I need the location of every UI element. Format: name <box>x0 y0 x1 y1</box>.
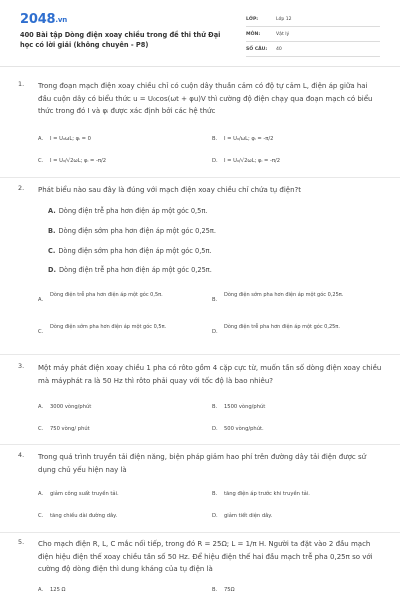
option-letter: A. <box>38 587 44 593</box>
question-number: 3. <box>18 362 25 370</box>
option-text: Dòng điện sớm pha hơn điện áp một góc 0,25π. <box>58 227 216 235</box>
answer-option[interactable] <box>38 157 106 165</box>
answer-option[interactable] <box>212 490 310 498</box>
option-text: Dòng điện sớm pha hơn điện áp một góc 0,5π. <box>50 324 167 330</box>
question-text: Một máy phát điện xoay chiều 1 pha có rôto gồm 4 cặp cực từ, muốn tần số dòng điện xoay chiều mà máyphát ra là 50 Hz thì rôto phải quay với tốc độ là bao nhiêu? <box>38 364 382 385</box>
option-letter: B. <box>212 404 218 410</box>
meta-label: SỐ CÂU: <box>246 46 268 52</box>
option-text: Dòng điện trễ pha hơn điện áp một góc 0,25π. <box>224 324 340 330</box>
logo-text: 2048 <box>20 12 56 27</box>
question-number: 1. <box>18 80 25 88</box>
answer-option[interactable] <box>38 512 117 520</box>
option-text: I = U₀ωL; φᵢ = 0 <box>50 136 91 142</box>
meta-label: MÔN: <box>246 31 261 37</box>
option-letter: A. <box>38 136 44 142</box>
option-text: giảm tiết diện dây. <box>224 513 273 519</box>
option-letter: B. <box>212 297 218 303</box>
option-text: 500 vòng/phút. <box>224 426 264 432</box>
option-letter: B. <box>212 136 218 142</box>
meta-value: Lớp 12 <box>276 16 292 22</box>
logo-suffix: .vn <box>55 16 67 24</box>
option-letter: B. <box>212 587 218 593</box>
answer-option[interactable] <box>38 586 66 594</box>
option-text: Dòng điện trễ pha hơn điện áp một góc 0,5π. <box>58 207 208 215</box>
option-letter: B. <box>48 227 56 235</box>
option-letter: C. <box>38 426 44 432</box>
option-letter: D. <box>212 513 218 519</box>
option-text: 125 Ω <box>50 587 66 593</box>
option-text: 1500 vòng/phút <box>224 404 266 410</box>
question-text: Cho mạch điện R, L, C mắc nối tiếp, trong đó R = 25Ω; L = 1/π H. Người ta đặt vào 2 đầu mạch điện hiệu điện thế xoay chiều tần số 50 Hz. Để hiệu điện thế hai đầu mạch trễ pha 0,25π so với cường độ dòng điện thì dung kháng của tụ điện là <box>38 540 373 573</box>
option-letter: D. <box>212 329 218 335</box>
answer-option[interactable] <box>38 425 90 433</box>
header-divider <box>0 66 400 67</box>
answer-option[interactable] <box>212 586 235 594</box>
meta-row-subject <box>246 27 380 42</box>
meta-value: Vật lý <box>276 31 290 37</box>
option-letter: A. <box>48 207 56 215</box>
answer-option[interactable] <box>212 323 377 345</box>
option-letter: C. <box>38 158 44 164</box>
option-text: Dòng điện sớm pha hơn điện áp một góc 0,25π. <box>224 292 344 298</box>
option-letter: B. <box>212 491 218 497</box>
document-header <box>20 12 380 56</box>
answer-option-full[interactable] <box>48 247 212 255</box>
option-text: Dòng điện sớm pha hơn điện áp một góc 0,5π. <box>58 247 212 255</box>
option-text: I = U₀/√2ωL; φᵢ = -π/2 <box>50 158 107 164</box>
option-letter: D. <box>212 426 218 432</box>
option-text: tăng chiều dài đường dây. <box>50 513 118 519</box>
option-text: tăng điện áp trước khi truyền tải. <box>224 491 310 497</box>
answer-option[interactable] <box>212 291 377 313</box>
option-letter: A. <box>38 297 44 303</box>
option-text: 3000 vòng/phút <box>50 404 92 410</box>
answer-option[interactable] <box>212 403 265 411</box>
option-text: giảm công suất truyền tải. <box>50 491 119 497</box>
question-text: Trong đoạn mạch điện xoay chiều chỉ có cuộn dây thuần cảm có độ tự cảm L, điện áp giữa hai đầu cuộn dây có biểu thức u = U₀cos(ωt + φu)V thì cường độ điện chạy qua đoạn mạch có biểu thức trong đó I và φᵢ được xác định bởi các hệ thức <box>38 82 373 115</box>
question-divider <box>0 177 400 178</box>
option-letter: C. <box>48 247 56 255</box>
question-divider <box>0 354 400 355</box>
answer-option[interactable] <box>212 425 264 433</box>
answer-option-full[interactable] <box>48 207 207 215</box>
answer-option[interactable] <box>212 512 272 520</box>
option-letter: D. <box>48 266 56 274</box>
question-number: 4. <box>18 451 25 459</box>
answer-option[interactable] <box>38 323 198 345</box>
answer-option[interactable] <box>212 135 273 143</box>
option-text: I = U₀/ωL; φᵢ = -π/2 <box>224 136 274 142</box>
answer-option[interactable] <box>38 291 198 313</box>
option-letter: C. <box>38 329 44 335</box>
answer-option[interactable] <box>38 403 91 411</box>
question-divider <box>0 532 400 533</box>
document-title: 400 Bài tập Dòng điện xoay chiều trong đề thi thử Đại học có lời giải (không chuyên - P8) <box>20 31 221 49</box>
answer-option-full[interactable] <box>48 266 212 274</box>
option-text: Dòng điện trễ pha hơn điện áp một góc 0,5π. <box>50 292 163 298</box>
option-letter: A. <box>38 491 44 497</box>
meta-label: LỚP: <box>246 16 259 22</box>
option-text: 75Ω <box>224 587 235 593</box>
meta-table <box>246 12 380 57</box>
question-text: Trong quá trình truyền tải điện năng, biện pháp giảm hao phí trên đường dây tải điện được sử dụng chủ yếu hiện nay là <box>38 453 367 474</box>
meta-row-count <box>246 42 380 57</box>
question-number: 2. <box>18 184 25 192</box>
meta-value: 40 <box>276 46 282 52</box>
option-text: I = U₀/√2ωL; φᵢ = -π/2 <box>224 158 281 164</box>
option-letter: D. <box>212 158 218 164</box>
answer-option[interactable] <box>38 135 91 143</box>
option-letter: A. <box>38 404 44 410</box>
site-logo[interactable] <box>20 12 67 27</box>
meta-row-class <box>246 12 380 27</box>
question-divider <box>0 444 400 445</box>
answer-option-full[interactable] <box>48 227 216 235</box>
question-number: 5. <box>18 538 25 546</box>
option-text: Dòng điện trễ pha hơn điện áp một góc 0,25π. <box>58 266 212 274</box>
answer-option[interactable] <box>38 490 119 498</box>
option-letter: C. <box>38 513 44 519</box>
answer-option[interactable] <box>212 157 280 165</box>
question-text: Phát biểu nào sau đây là đúng với mạch điện xoay chiều chỉ chứa tụ điện?t <box>38 186 301 194</box>
option-text: 750 vòng/ phút <box>50 426 90 432</box>
